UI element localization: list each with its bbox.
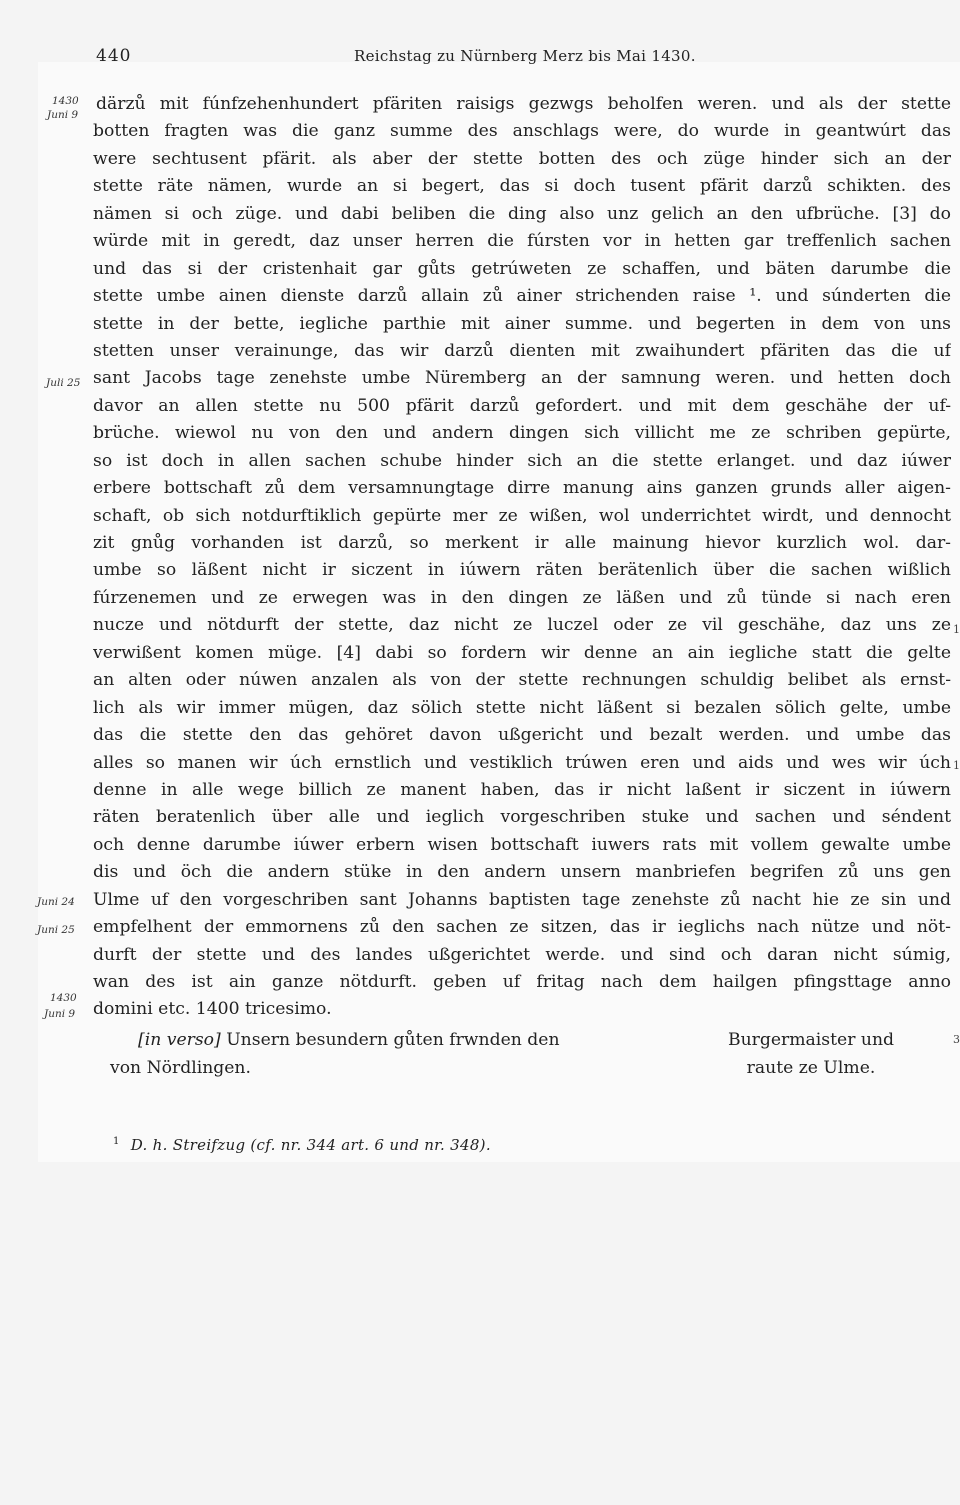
text-line: domini etc. 1400 tricesimo. (93, 999, 332, 1020)
text-line: därzů mit fúnfzehenhundert pfäriten raisigs gezwgs beholfen weren. und als der stette (96, 94, 951, 114)
text-line: denne in alle wege billich ze manent haben, das ir nicht laßent ir siczent in iúwern (93, 779, 951, 800)
text-line: durft der stette und des landes ußgerichtet werde. und sind och daran nicht súmig, (93, 944, 951, 965)
letter-body (93, 91, 951, 1024)
margin-note-date: Juni 25 (37, 924, 75, 936)
footnote-marker: 1 (113, 1136, 120, 1147)
line-number-mark: 3 (953, 1033, 960, 1046)
text-line: und das si der cristenhait gar gůts getrúweten ze schaffen, und bäten darumbe die (93, 258, 951, 279)
address-sender (700, 1027, 922, 1082)
line-number-mark: 1 (953, 623, 960, 636)
text-line: stette umbe ainen dienste darzů allain zů ainer strichenden raise ¹. und súnderten die (93, 286, 951, 307)
page-number: 440 (96, 46, 132, 66)
text-line: Ulme uf den vorgeschriben sant Johanns baptisten tage zenehste zů nacht hie ze sin und (93, 889, 951, 910)
text-line: verwißent komen müge. [4] dabi so fordern wir denne an ain iegliche statt die gelte (93, 642, 951, 663)
text-line: schaft, ob sich notdurftiklich gepürte mer ze wißen, wol underrichtet wirdt, und dennocht (93, 505, 951, 526)
text-line: och denne darumbe iúwer erbern wisen bottschaft iuwers rats mit vollem gewalte umbe (93, 834, 951, 855)
address-line: Burgermaister und (727, 1030, 895, 1050)
margin-note-date: Juli 25 (46, 377, 81, 389)
margin-note-date: Juni 9 (47, 109, 79, 121)
verso-label: [in verso] (138, 1030, 221, 1050)
text-line: alles so manen wir úch ernstlich und vestiklich trúwen eren und aids und wes wir úch (93, 752, 951, 773)
text-line: dis und öch die andern stüke in den andern unsern manbriefen begrifen zů uns gen (93, 862, 951, 883)
text-line: lich als wir immer mügen, daz sölich stette nicht läßent si bezalen sölich gelte, umbe (93, 697, 951, 718)
text-line: davor an allen stette nu 500 pfärit darzů gefordert. und mit dem geschähe der uf- (93, 395, 951, 416)
text-line: erbere bottschaft zů dem versamnungtage dirre manung ains ganzen grunds aller aigen- (93, 478, 951, 499)
text-line: an alten oder núwen anzalen als von der stette rechnungen schuldig belibet als ernst- (93, 670, 951, 691)
margin-note-year: 1430 (50, 992, 77, 1004)
text-line: stette räte nämen, wurde an si begert, das si doch tusent pfärit darzů schikten. des (93, 176, 951, 197)
text-line: nucze und nötdurft der stette, daz nicht ze luczel oder ze vil geschähe, daz uns ze (93, 615, 951, 636)
text-line: räten beratenlich über alle und ieglich vorgeschriben stuke und sachen und séndent (93, 807, 951, 828)
text-line: empfelhent der emmornens zů den sachen ze sitzen, das ir ieglichs nach nütze und nöt- (93, 917, 951, 938)
address-line: raute ze Ulme. (746, 1057, 876, 1078)
text-line: stette in der bette, iegliche parthie mit ainer summe. und begerten in dem von uns (93, 313, 951, 334)
text-line: were sechtusent pfärit. als aber der stette botten des och züge hinder sich an der (93, 148, 951, 169)
line-number-mark: 1 (953, 759, 960, 772)
page-header (0, 46, 960, 70)
footnote-text: D. h. Streifzug (cf. nr. 344 art. 6 und nr. 348). (130, 1136, 491, 1154)
footnote (113, 1136, 491, 1154)
margin-note-date: Juni 9 (44, 1008, 76, 1020)
text-line: sant Jacobs tage zenehste umbe Nüremberg an der samnung weren. und hetten doch (93, 368, 951, 389)
text-line: das die stette den das gehöret davon ußgericht und bezalt werden. und umbe das (93, 725, 951, 746)
address-recipient (110, 1027, 560, 1082)
text-line: stetten unser verainunge, das wir darzů dienten mit zwaihundert pfäriten das die uf (93, 340, 951, 361)
margin-note-date: Juni 24 (37, 896, 75, 908)
address-line: Unsern besundern gůten frwnden den (226, 1030, 560, 1050)
address-line: von Nördlingen. (110, 1057, 251, 1078)
text-line: nämen si och züge. und dabi beliben die ding also unz gelich an den ufbrüche. [3] do (93, 203, 951, 224)
running-title: Reichstag zu Nürnberg Merz bis Mai 1430. (354, 47, 696, 65)
text-line: brüche. wiewol nu von den und andern dingen sich villicht me ze schriben gepürte, (93, 423, 951, 444)
text-line: fúrzenemen und ze erwegen was in den dingen ze läßen und zů tünde si nach eren (93, 587, 951, 608)
text-line: so ist doch in allen sachen schube hinder sich an die stette erlanget. und daz iúwer (93, 450, 951, 471)
text-line: würde mit in geredt, daz unser herren die fúrsten vor in hetten gar treffenlich sachen (93, 231, 951, 252)
text-line: umbe so läßent nicht ir siczent in iúwern räten berätenlich über die sachen wißlich (93, 560, 951, 581)
text-line: wan des ist ain ganze nötdurft. geben uf fritag nach dem hailgen pfingsttage anno (93, 972, 951, 992)
text-line: botten fragten was die ganz summe des anschlags were, do wurde in geantwúrt das (93, 121, 951, 142)
margin-note-year: 1430 (52, 95, 79, 107)
text-line: zit gnůg vorhanden ist darzů, so merkent ir alle mainung hievor kurzlich wol. dar- (93, 533, 951, 553)
